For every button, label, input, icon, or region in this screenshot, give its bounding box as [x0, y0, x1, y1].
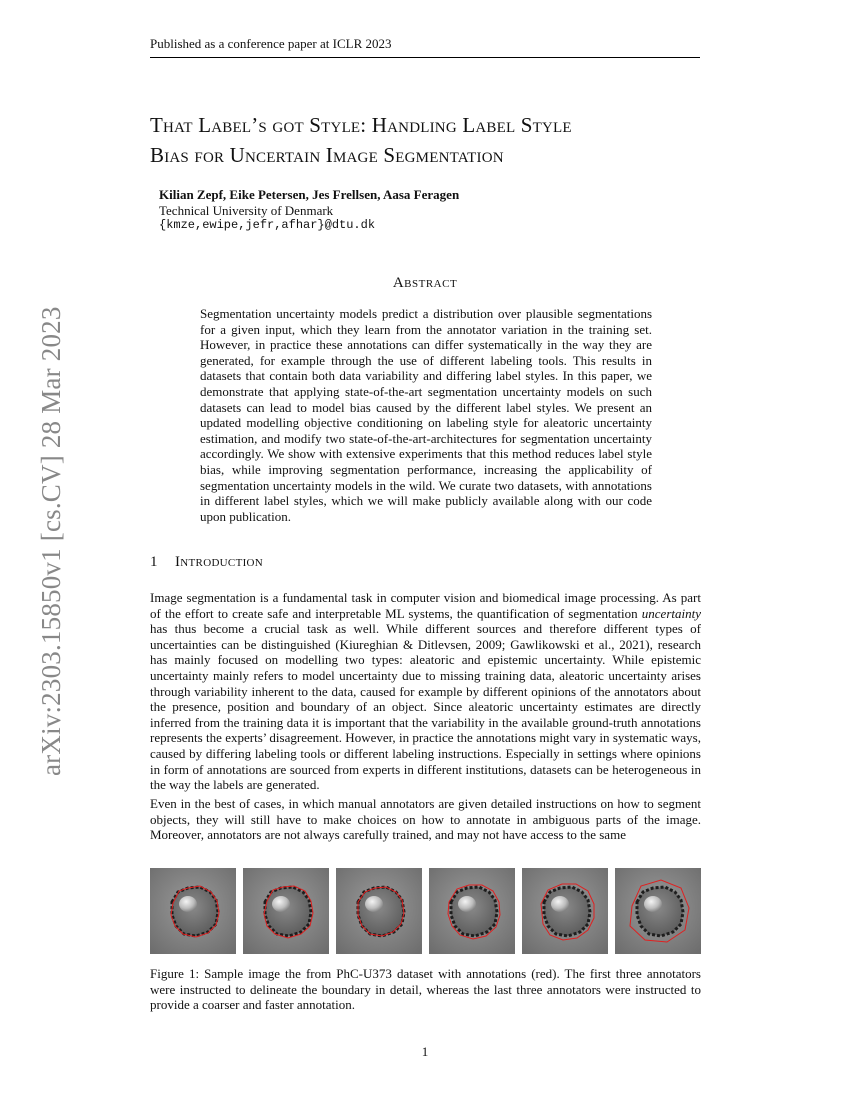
- author-block: [159, 187, 459, 234]
- page-number: 1: [421, 1044, 429, 1059]
- figure-1-caption: Figure 1: Sample image the from PhC-U373 dataset with annotations (red). The first three annotators were instructed to delineate the boundary in detail, whereas the last three annotators were instructed to provide a coarser and faster annotation.: [150, 966, 701, 1013]
- arxiv-stamp: arXiv:2303.15850v1 [cs.CV] 28 Mar 2023: [36, 306, 66, 776]
- intro-p1-text-start: Image segmentation is a fundamental task in computer vision and biomedical image processing. As part of the effort to create safe and interpretable ML systems, the quantification of segmentation: [150, 590, 701, 621]
- abstract-heading: Abstract: [392, 275, 458, 291]
- abstract-text: Segmentation uncertainty models predict a distribution over plausible segmentations for a given input, which they learn from the annotator variation in the training set. However, in practice these annotations can differ systematically in the way they are generated, for example through the use of different labeling tools. This results in datasets that contain both data variability and differing label styles. In this paper, we demonstrate that applying state-of-the-art segmentation uncertainty models on such datasets can lead to model bias caused by the different label styles. We present an updated modelling objective conditioning on labeling style for aleatoric uncertainty estimation, and modify two state-of-the-art-architectures for segmentation uncertainty accordingly. We show with extensive experiments that this method reduces label style bias, while improving segmentation performance, increasing the applicability of segmentation uncertainty models in the wild. We curate two datasets, with annotations in different label styles, which we will make publicly available along with our code upon publication.: [200, 306, 652, 524]
- figure-1-image-3: [336, 868, 422, 954]
- intro-p1-text-end: has thus become a crucial task as well. While different sources and therefore different types of uncertainties can be distinguished (Kiureghian & Ditlevsen, 2009; Gawlikowski et al., 2021), research has mainly focused on modelling two types: aleatoric and epistemic uncertainty. While epistemic uncertainty mainly refers to model uncertainty due to missing training data, aleatoric uncertainty arises through variability inherent to the data, caused for example by different opinions of the annotators about the presence, position and boundary of an object. Since aleatoric uncertainty estimates are directly inferred from the training data it is important that the variability in the available ground-truth annotations represents the experts’ disagreement. However, in practice the annotations might vary in systematic ways, caused by differing labeling tools or different labeling instructions. Especially in settings where opinions in form of annotations are sourced from experts in different institutions, datasets can be heterogeneous in the way the labels are generated.: [150, 621, 701, 793]
- figure-1-image-6: [615, 868, 701, 954]
- figure-1-image-2: [243, 868, 329, 954]
- title-line-1: That Label’s got Style: Handling Label Style: [150, 113, 572, 137]
- running-header: Published as a conference paper at ICLR 2023: [150, 36, 700, 58]
- figure-1-images: [150, 868, 701, 954]
- author-affiliation: Technical University of Denmark: [159, 202, 334, 218]
- section-heading-introduction: [150, 554, 263, 571]
- figure-1-image-1: [150, 868, 236, 954]
- intro-p1-italic-term: uncertainty: [641, 605, 701, 621]
- intro-paragraph-1: [150, 590, 701, 793]
- paper-title: [150, 110, 720, 170]
- author-names: Kilian Zepf, Eike Petersen, Jes Frellsen, Aasa Feragen: [159, 187, 460, 202]
- intro-paragraph-2: Even in the best of cases, in which manual annotators are given detailed instructions on how to segment objects, they will still have to make choices on how to annotate in ambiguous parts of the image. Moreover, annotators are not always carefully trained, and may not have access to the same: [150, 796, 701, 843]
- title-line-2: Bias for Uncertain Image Segmentation: [150, 143, 504, 167]
- figure-1-image-4: [429, 868, 515, 954]
- section-number: 1: [150, 554, 158, 570]
- author-email: {kmze,ewipe,jefr,afhar}@dtu.dk: [159, 218, 376, 232]
- section-title: Introduction: [175, 554, 264, 570]
- figure-1-image-5: [522, 868, 608, 954]
